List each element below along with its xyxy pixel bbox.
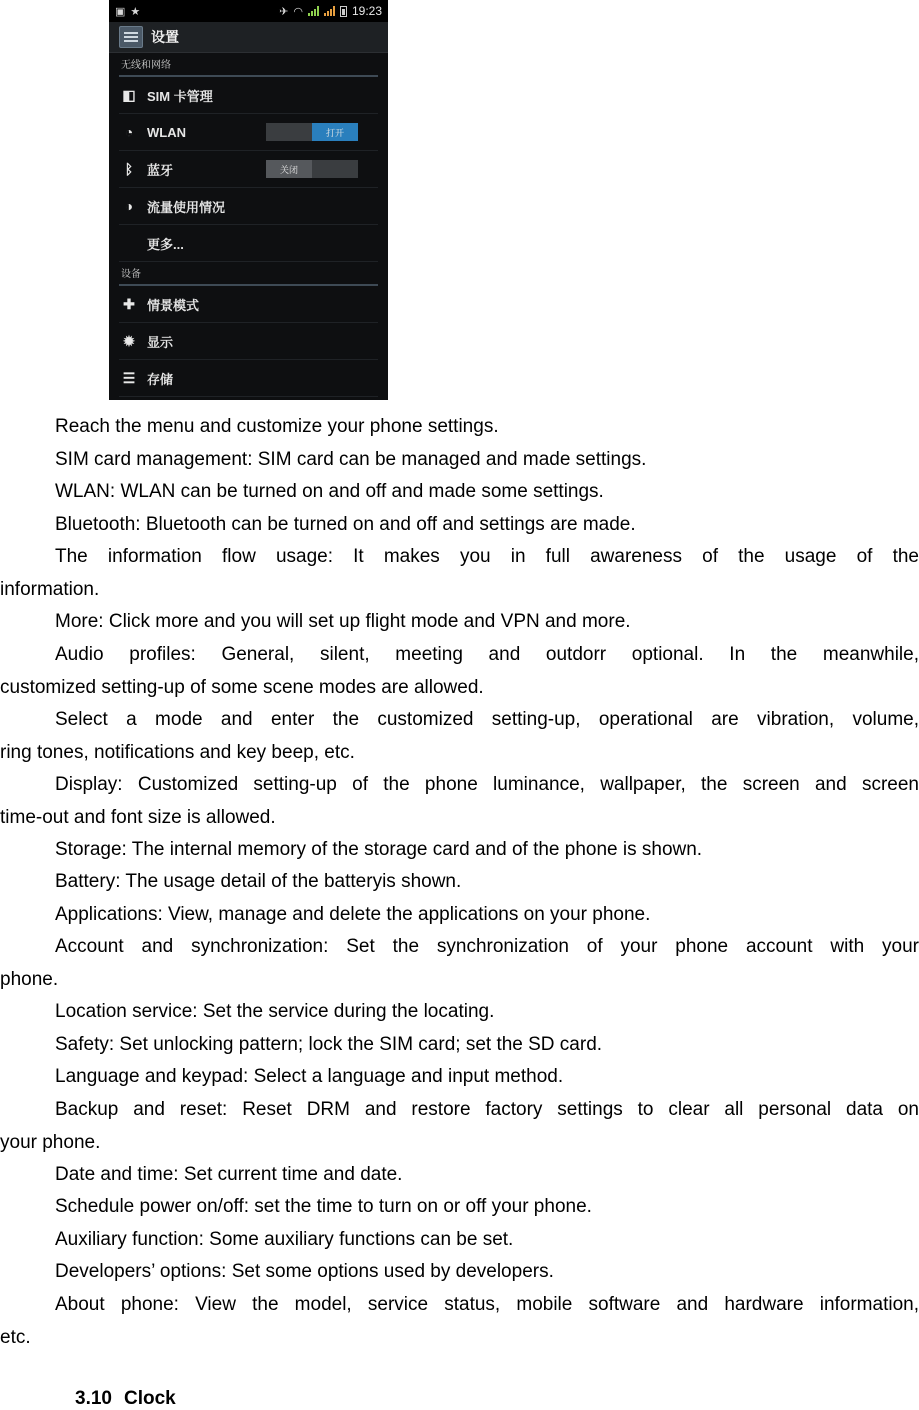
setting-label: 流量使用情况 (147, 199, 226, 215)
section-number: 3.10 (75, 1388, 112, 1409)
signal-icon (308, 6, 319, 16)
bluetooth-toggle[interactable] (266, 160, 358, 178)
paragraph: Reach the menu and customize your phone settings. (55, 416, 499, 437)
wifi-status-icon: ◠ (293, 5, 303, 18)
paragraph: Location service: Set the service during the locating. (55, 1001, 495, 1022)
paragraph: Audio profiles: General, silent, meeting and outdorr optional. In the meanwhile, customized setting-up of some scene modes are allowed. (0, 644, 919, 698)
section-header-wireless: 无线和网络 (119, 53, 378, 77)
paragraph: WLAN: WLAN can be turned on and off and made some settings. (55, 481, 604, 502)
paragraph: Auxiliary function: Some auxiliary functions can be set. (55, 1229, 514, 1250)
section-heading (75, 1388, 176, 1410)
setting-profiles[interactable] (119, 286, 378, 323)
settings-title: 设置 (151, 29, 179, 45)
setting-display[interactable] (119, 323, 378, 360)
setting-label: 蓝牙 (147, 162, 174, 178)
paragraph: Backup and reset: Reset DRM and restore factory settings to clear all personal data on your phone. (0, 1099, 919, 1153)
settings-app-icon[interactable] (119, 26, 143, 48)
setting-sim-card[interactable] (119, 77, 378, 114)
bluetooth-icon: ᛒ (124, 161, 134, 177)
data-usage-icon: ◑ (124, 198, 134, 214)
paragraph: Display: Customized setting-up of the phone luminance, wallpaper, the screen and screen time-out and font size is allowed. (0, 774, 919, 828)
storage-icon: ☰ (122, 369, 136, 386)
battery-icon (340, 6, 347, 17)
status-time: 19:23 (351, 4, 382, 18)
paragraph: Language and keypad: Select a language and input method. (55, 1066, 564, 1087)
airplane-icon: ✈ (279, 5, 289, 18)
paragraph: More: Click more and you will set up flight mode and VPN and more. (55, 611, 631, 632)
display-brightness-icon: ✹ (123, 332, 135, 349)
paragraph: Schedule power on/off: set the time to turn on or off your phone. (55, 1196, 592, 1217)
setting-label: 情景模式 (147, 297, 200, 313)
paragraph: Developers’ options: Set some options used by developers. (55, 1261, 554, 1282)
toggle-text: 打开 (312, 123, 358, 141)
settings-action-bar (109, 22, 388, 53)
section-header-device: 设备 (119, 262, 378, 286)
device-section (109, 262, 388, 397)
screenshot-notification-icon: ▣ (115, 5, 126, 18)
sim-card-icon: ◧ (122, 86, 136, 103)
setting-wlan[interactable] (119, 114, 378, 151)
section-title: Clock (123, 1388, 176, 1409)
paragraph: Select a mode and enter the customized setting-up, operational are vibration, volume, ring tones, notifications and key beep, etc. (0, 709, 919, 763)
signal-2-icon (324, 6, 335, 16)
paragraph: Storage: The internal memory of the storage card and of the phone is shown. (55, 839, 703, 860)
paragraph: Date and time: Set current time and date. (55, 1164, 403, 1185)
setting-label: SIM 卡管理 (147, 88, 213, 104)
setting-label: 显示 (147, 334, 174, 350)
paragraph: Battery: The usage detail of the batteryis shown. (55, 871, 462, 892)
phone-screenshot (109, 0, 388, 400)
setting-bluetooth[interactable] (119, 151, 378, 188)
paragraph: The information flow usage: It makes you in full awareness of the usage of the information. (0, 546, 919, 600)
setting-more[interactable] (119, 225, 378, 262)
star-notification-icon: ★ (130, 5, 141, 18)
paragraph: Safety: Set unlocking pattern; lock the SIM card; set the SD card. (55, 1034, 603, 1055)
setting-label: 更多... (147, 236, 184, 252)
setting-storage[interactable] (119, 360, 378, 397)
paragraph: About phone: View the model, service status, mobile software and hardware information, etc. (0, 1294, 919, 1348)
setting-label: 存储 (147, 371, 174, 387)
paragraph: SIM card management: SIM card can be managed and made settings. (55, 449, 647, 470)
setting-label: WLAN (147, 124, 186, 140)
status-bar (109, 0, 388, 22)
wifi-icon: ◔ (124, 124, 134, 140)
paragraph: Applications: View, manage and delete the applications on your phone. (55, 904, 651, 925)
paragraph: Account and synchronization: Set the synchronization of your phone account with your phone. (0, 936, 919, 990)
profile-icon: ✚ (123, 295, 135, 312)
wlan-toggle[interactable] (266, 123, 358, 141)
setting-data-usage[interactable] (119, 188, 378, 225)
paragraph: Bluetooth: Bluetooth can be turned on and off and settings are made. (55, 514, 636, 535)
toggle-text: 关闭 (266, 160, 312, 178)
wireless-section (109, 53, 388, 262)
